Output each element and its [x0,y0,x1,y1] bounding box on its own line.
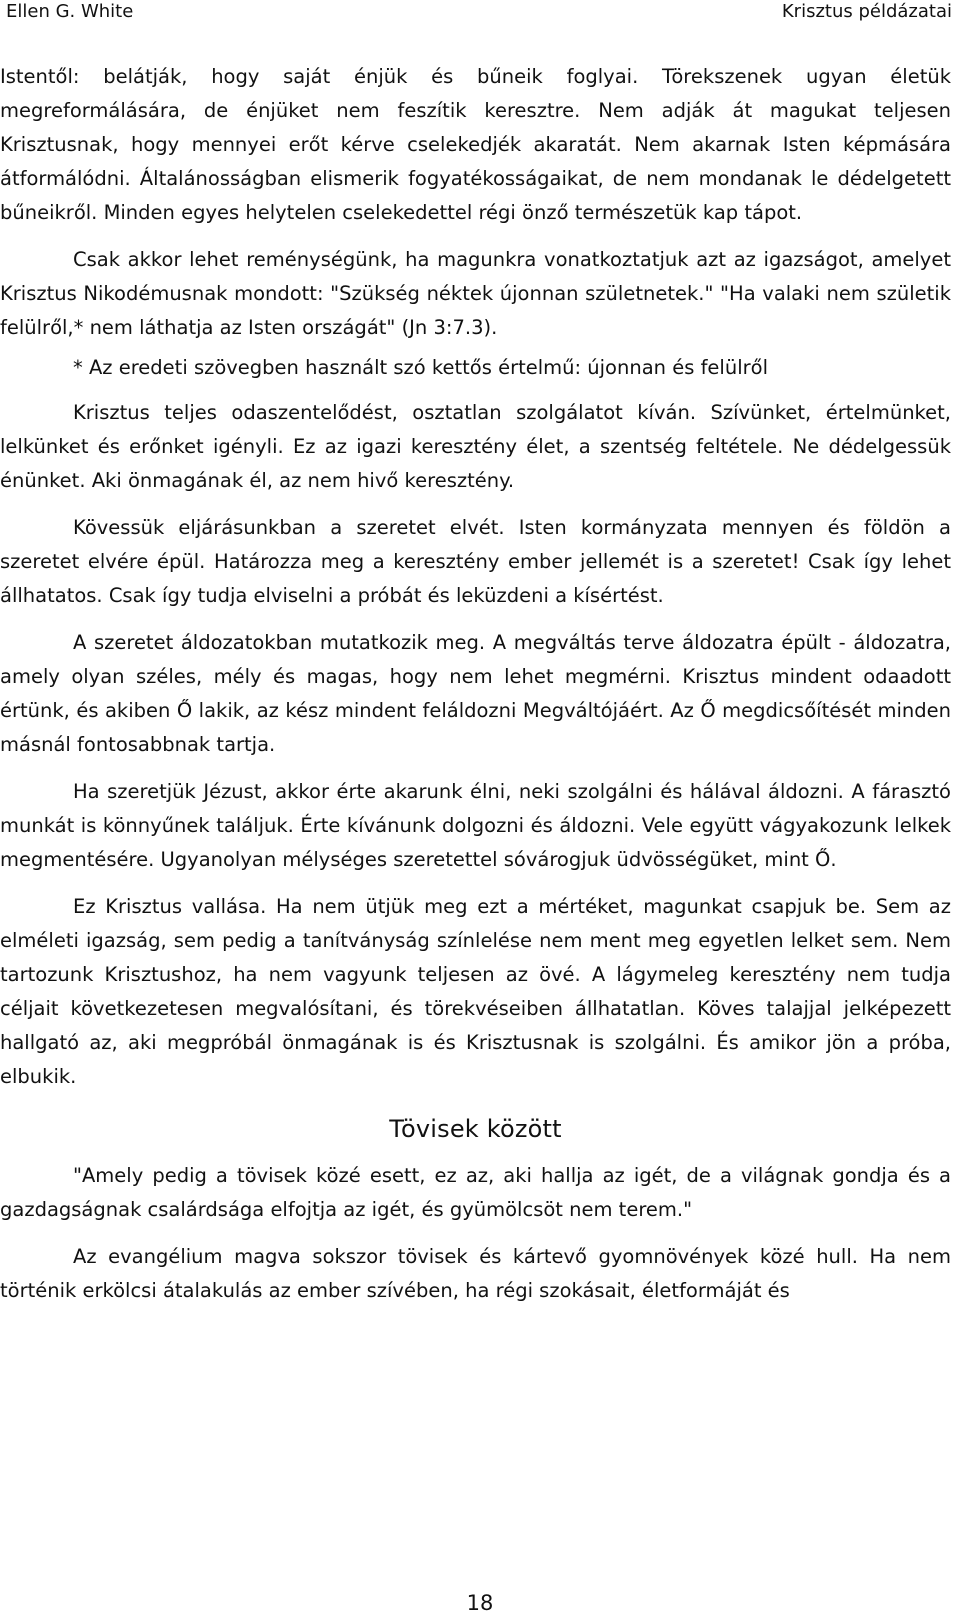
section-heading: Tövisek között [389,1115,562,1143]
body-paragraph: Kövessük eljárásunkban a szeretet elvét. Isten kormányzata mennyen és földön a szeretet elvére épül. Határozza meg a keresztény ember jellemét is a szeretet! Csak így lehet állhatatos. Csak így tudja elviselni a próbát és leküzdeni a kísértést. [0,516,951,607]
body-paragraph: Ez Krisztus vallása. Ha nem ütjük meg ezt a mértéket, magunkat csapjuk be. Sem az elméleti igazság, sem pedig a tanítványság színlelése nem ment meg egyetlen lelket sem. Nem tartozunk Krisztushoz, ha nem vagyunk teljesen az övé. A lágymeleg keresztény nem tudja céljait következetesen megvalósítani, és törekvéseiben állhatatlan. Köves talajjal jelképezett hallgató az, aki megpróbál önmagának is és Krisztusnak is szolgálni. És amikor jön a próba, elbukik. [0,895,951,1088]
body-paragraph: Ha szeretjük Jézust, akkor érte akarunk élni, neki szolgálni és hálával áldozni. A fárasztó munkát is könnyűnek találjuk. Érte kívánunk dolgozni és áldozni. Vele együtt vágyakozunk lelkek megmentésére. Ugyanolyan mélységes szeretettel sóvárogjuk üdvösségüket, mint Ő. [0,780,951,871]
page-number: 18 [466,1591,494,1615]
page-header [0,0,960,24]
header-author: Ellen G. White [6,1,134,22]
body-paragraph: "Amely pedig a tövisek közé esett, ez az, aki hallja az igét, de a világnak gondja és a gazdagságnak csalárdsága elfojtja az igét, és gyümölcsöt nem terem." [0,1164,951,1221]
header-book-title: Krisztus példázatai [781,1,952,22]
page-body [0,60,951,1321]
footnote: * Az eredeti szövegben használt szó kettős értelmű: újonnan és felülről [73,356,768,379]
body-paragraph: Krisztus teljes odaszentelődést, osztatlan szolgálatot kíván. Szívünket, értelmünket, lelkünket és erőnket igényli. Ez az igazi keresztény élet, a szentség feltétele. Ne dédelgessük énünket. Aki önmagának él, az nem hivő keresztény. [0,401,951,492]
body-paragraph: Csak akkor lehet reménységünk, ha magunkra vonatkoztatjuk azt az igazságot, amelyet Krisztus Nikodémusnak mondott: "Szükség néktek újonnan születnetek." "Ha valaki nem születik felülről,* nem láthatja az Isten országát" (Jn 3:7.3). [0,248,951,339]
body-paragraph: Istentől: belátják, hogy saját énjük és bűneik foglyai. Törekszenek ugyan életük megreformálására, de énjüket nem feszítik keresztre. Nem adják át magukat teljesen Krisztusnak, hogy mennyei erőt kérve cselekedjék akaratát. Nem akarnak Isten képmására átformálódni. Általánosságban elismerik fogyatékosságaikat, de nem mondanak le dédelgetett bűneikről. Minden egyes helytelen cselekedettel régi önző természetük kap tápot. [0,65,951,224]
body-paragraph: A szeretet áldozatokban mutatkozik meg. A megváltás terve áldozatra épült - áldozatra, amely olyan széles, mély és magas, hogy nem lehet megmérni. Krisztus mindent odaadott értünk, és akiben Ő lakik, az kész mindent feláldozni Megváltójáért. Az Ő megdicsőítését minden másnál fontosabbnak tartja. [0,631,951,756]
body-paragraph: Az evangélium magva sokszor tövisek és kártevő gyomnövények közé hull. Ha nem történik erkölcsi átalakulás az ember szívében, ha régi szokásait, életformáját és [0,1245,951,1302]
